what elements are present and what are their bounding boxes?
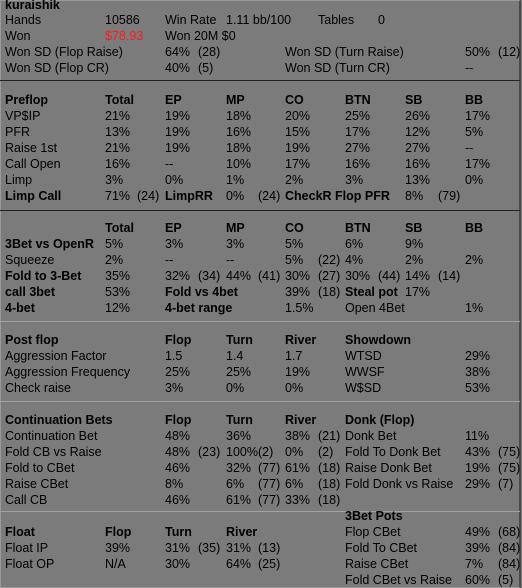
stat-value: 32%: [226, 461, 252, 475]
stat-value: 0%: [165, 173, 184, 187]
stat-value: 20%: [285, 109, 311, 123]
stat-value: 53%: [465, 381, 491, 395]
stat-value: 17%: [465, 157, 491, 171]
stat-value: 12%: [405, 125, 431, 139]
stat-value: --: [465, 141, 474, 155]
stat-value: 3%: [165, 381, 184, 395]
stat-value: 0%: [285, 381, 304, 395]
wsd-turn-cr-value: --: [465, 61, 474, 75]
col-co: CO: [285, 93, 304, 107]
stat-count: (25): [258, 557, 281, 571]
stat-label: Raise CBet: [5, 477, 69, 491]
stat-value: 19%: [165, 125, 191, 139]
stat-count: (35): [198, 541, 221, 555]
stat-label: Raise CBet: [345, 557, 409, 571]
stat-value: 48%: [165, 429, 191, 443]
stat-value: 16%: [405, 157, 431, 171]
stat-value: 3%: [345, 173, 364, 187]
won-value: $78.93: [105, 29, 144, 43]
stat-value: 30%: [165, 557, 191, 571]
col-co: CO: [285, 221, 304, 235]
stat-label: Continuation Bet: [5, 429, 98, 443]
stat-value: 36%: [226, 429, 252, 443]
stat-value: 39%: [105, 541, 131, 555]
stat-value: 60%: [465, 573, 491, 587]
stat-value: 46%: [165, 493, 191, 507]
stat-label: PFR: [5, 125, 30, 139]
stat-value: 2%: [105, 253, 124, 267]
wsd-flop-cr-label: Won SD (Flop CR): [5, 61, 109, 75]
stat-value: 25%: [226, 365, 252, 379]
stat-label: Check raise: [5, 381, 71, 395]
stat-value: 16%: [345, 157, 371, 171]
stat-count: (77): [258, 461, 281, 475]
tables-value: 0: [378, 13, 385, 27]
stat-value: 29%: [465, 349, 491, 363]
call-3bet-label: call 3bet: [5, 285, 56, 299]
stat-value: 1.4: [226, 349, 244, 363]
stat-count: (75): [498, 445, 521, 459]
stat-count: (7): [498, 477, 514, 491]
stat-value: 39%: [465, 541, 491, 555]
4bet-range-label: 4-bet range: [165, 301, 233, 315]
stat-value: 27%: [345, 141, 371, 155]
stat-value: 19%: [465, 461, 491, 475]
wsd-flop-cr-count: (5): [198, 61, 214, 75]
stat-label: Raise Donk Bet: [345, 461, 432, 475]
col-total: Total: [105, 93, 134, 107]
tables-label: Tables: [318, 13, 355, 27]
stat-value: 44%: [226, 269, 252, 283]
stat-label: Aggression Factor: [5, 349, 107, 363]
stat-count: (22): [318, 253, 341, 267]
stat-count: (44): [378, 269, 401, 283]
stat-label: Donk Bet: [345, 429, 397, 443]
wsd-flop-raise-count: (28): [198, 45, 221, 59]
stat-value: 12%: [105, 301, 131, 315]
stat-value: 19%: [285, 141, 311, 155]
stat-value: 33%: [285, 493, 311, 507]
stat-value: 17%: [405, 285, 431, 299]
stat-count: (84): [498, 557, 521, 571]
stat-value: 38%: [465, 365, 491, 379]
stat-value: 19%: [165, 141, 191, 155]
open-4bet-label: Open 4Bet: [345, 301, 405, 315]
fold-vs-4bet-label: Fold vs 4bet: [165, 285, 238, 299]
stat-count: (84): [498, 541, 521, 555]
divider: [0, 511, 520, 512]
won-label: Won: [5, 29, 31, 43]
col-mp: MP: [226, 221, 245, 235]
won-20m: Won 20M $0: [165, 29, 236, 43]
winrate-value: 1.11 bb/100: [226, 13, 292, 27]
stat-label: Fold To Donk Bet: [345, 445, 441, 459]
col-showdown: Showdown: [345, 333, 411, 347]
wsd-turn-raise-count: (12): [498, 45, 521, 59]
stat-value: 25%: [165, 365, 191, 379]
col-donk: Donk (Flop): [345, 413, 415, 427]
stat-value: 1.7: [285, 349, 303, 363]
stat-value: 0%: [226, 381, 245, 395]
stat-value: 3%: [105, 173, 124, 187]
stat-value: 11%: [465, 429, 490, 443]
stat-value: 1%: [465, 301, 484, 315]
col-flop: Flop: [105, 525, 132, 539]
fold-to-3bet-label: Fold to 3-Bet: [5, 269, 82, 283]
stat-value: 13%: [105, 125, 131, 139]
wsd-flop-raise-value: 64%: [165, 45, 191, 59]
limp-call-value: 71%: [105, 189, 131, 203]
stat-count: (13): [258, 541, 281, 555]
stat-label: Float IP: [5, 541, 49, 555]
stat-count: (23): [198, 445, 221, 459]
stat-value: 26%: [405, 109, 431, 123]
stat-value: 2%: [405, 253, 424, 267]
stat-value: N/A: [105, 557, 126, 571]
limp-call-count: (24): [137, 189, 160, 203]
stat-label: Call Open: [5, 157, 61, 171]
stat-label: WTSD: [345, 349, 382, 363]
stat-value: --: [226, 253, 235, 267]
col-bb: BB: [465, 93, 484, 107]
wsd-flop-cr-value: 40%: [165, 61, 191, 75]
cbets-header: Continuation Bets: [5, 413, 113, 427]
stat-value: 18%: [226, 141, 252, 155]
stat-label: Call CB: [5, 493, 48, 507]
col-bb: BB: [465, 221, 484, 235]
stat-count: (18): [318, 285, 341, 299]
stat-value: 49%: [465, 525, 491, 539]
stat-value: 16%: [105, 157, 131, 171]
col-sb: SB: [405, 93, 423, 107]
stat-value: 2%: [285, 173, 304, 187]
stat-value: 38%: [285, 429, 311, 443]
col-river: River: [226, 525, 258, 539]
stat-value: 1%: [226, 173, 245, 187]
stat-label: VP$IP: [5, 109, 41, 123]
stat-value: 0%: [285, 445, 304, 459]
stat-value: 6%: [345, 237, 364, 251]
stat-value: 27%: [405, 141, 431, 155]
col-ep: EP: [165, 93, 182, 107]
stat-value: 16%: [226, 125, 252, 139]
wsd-flop-raise-label: Won SD (Flop Raise): [5, 45, 123, 59]
stat-count: (75): [498, 461, 521, 475]
col-turn: Turn: [226, 413, 253, 427]
stat-count: (34): [198, 269, 221, 283]
divider: [0, 80, 520, 81]
stat-value: 31%: [165, 541, 191, 555]
stat-value: 15%: [285, 125, 311, 139]
stat-value: 46%: [165, 461, 191, 475]
stat-label: Fold CBet vs Raise: [345, 573, 452, 587]
stat-label: Aggression Frequency: [5, 365, 131, 379]
4bet-label: 4-bet: [5, 301, 35, 315]
stat-value: 39%: [285, 285, 311, 299]
stat-value: 1.5: [165, 349, 183, 363]
col-flop: Flop: [165, 413, 192, 427]
stat-value: 5%: [465, 125, 484, 139]
squeeze-label: Squeeze: [5, 253, 55, 267]
col-btn: BTN: [345, 221, 371, 235]
stat-value: 3%: [165, 237, 184, 251]
stat-label: Fold Donk vs Raise: [345, 477, 454, 491]
stat-value: 2%: [465, 253, 484, 267]
stat-count: (77): [258, 493, 281, 507]
stat-value: 53%: [105, 285, 131, 299]
col-sb: SB: [405, 221, 423, 235]
limp-call-label: Limp Call: [5, 189, 62, 203]
hands-label: Hands: [5, 13, 42, 27]
divider: [0, 321, 520, 322]
stat-count: (68): [498, 525, 521, 539]
stat-value: 3%: [226, 237, 245, 251]
stat-count: (5): [498, 573, 514, 587]
stat-value: --: [165, 253, 174, 267]
stat-value: 18%: [226, 109, 252, 123]
stat-label: WWSF: [345, 365, 385, 379]
stat-value: 48%: [165, 445, 191, 459]
stat-count: (41): [258, 269, 281, 283]
wsd-turn-cr-label: Won SD (Turn CR): [285, 61, 390, 75]
col-turn: Turn: [165, 525, 192, 539]
stat-count: (18): [318, 461, 341, 475]
player-name: kuraishik: [5, 0, 60, 12]
stat-value: 6%: [226, 477, 245, 491]
stat-value: --: [165, 157, 174, 171]
preflop-header: Preflop: [5, 93, 49, 107]
stat-value: 61%: [226, 493, 252, 507]
stat-value: 17%: [345, 125, 371, 139]
stat-count: (2): [318, 445, 334, 459]
checkr-count: (79): [438, 189, 461, 203]
col-turn: Turn: [226, 333, 253, 347]
stat-value: 8%: [165, 477, 184, 491]
stat-value: 5%: [285, 237, 304, 251]
divider: [0, 210, 520, 211]
stat-value: 17%: [465, 109, 491, 123]
col-flop: Flop: [165, 333, 192, 347]
stat-value: 17%: [285, 157, 311, 171]
stat-label: Fold to CBet: [5, 461, 75, 475]
stat-label: Fold CB vs Raise: [5, 445, 102, 459]
stat-label: W$SD: [345, 381, 382, 395]
limprr-count: (24): [258, 189, 281, 203]
wsd-turn-raise-label: Won SD (Turn Raise): [285, 45, 404, 59]
stat-value: 30%: [285, 269, 311, 283]
stat-label: Raise 1st: [5, 141, 58, 155]
limprr-value: 0%: [226, 189, 245, 203]
stat-value: 31%: [226, 541, 252, 555]
stat-label: Fold To CBet: [345, 541, 418, 555]
checkr-label: CheckR Flop PFR: [285, 189, 390, 203]
stat-count: (21): [318, 429, 341, 443]
stat-value: 4%: [345, 253, 364, 267]
stat-value: 32%: [165, 269, 191, 283]
stat-label: Float OP: [5, 557, 55, 571]
hands-value: 10586: [105, 13, 140, 27]
col-mp: MP: [226, 93, 245, 107]
stat-count: (27): [318, 269, 341, 283]
stat-value: 10%: [226, 157, 252, 171]
stat-value: 6%: [285, 477, 304, 491]
divider: [0, 401, 520, 402]
stat-label: Flop CBet: [345, 525, 401, 539]
stat-value: 61%: [285, 461, 311, 475]
steal-pot-label: Steal pot: [345, 285, 398, 299]
postflop-header: Post flop: [5, 333, 59, 347]
stat-value: 5%: [105, 237, 124, 251]
wsd-turn-raise-value: 50%: [465, 45, 491, 59]
stat-count: (18): [318, 477, 341, 491]
stat-label: Limp: [5, 173, 33, 187]
stat-value: 25%: [345, 109, 371, 123]
col-ep: EP: [165, 221, 182, 235]
stat-value: 30%: [345, 269, 371, 283]
stat-value: 64%: [226, 557, 252, 571]
stat-value: 100%(2): [226, 445, 274, 459]
3bet-pots-header: 3Bet Pots: [345, 509, 403, 523]
stat-value: 14%: [405, 269, 431, 283]
stat-value: 0%: [465, 173, 484, 187]
stat-count: (18): [318, 493, 341, 507]
stat-value: 35%: [105, 269, 131, 283]
stat-value: 5%: [285, 253, 304, 267]
stat-value: 1.5%: [285, 301, 314, 315]
stat-count: (77): [258, 477, 281, 491]
checkr-value: 8%: [405, 189, 424, 203]
stat-value: 13%: [405, 173, 431, 187]
stat-value: 9%: [405, 237, 424, 251]
stat-count: (14): [438, 269, 461, 283]
stat-value: 21%: [105, 109, 131, 123]
float-header: Float: [5, 525, 35, 539]
stat-value: 43%: [465, 445, 491, 459]
3bet-vs-openr-label: 3Bet vs OpenR: [5, 237, 94, 251]
stat-value: 19%: [285, 365, 311, 379]
limprr-label: LimpRR: [165, 189, 213, 203]
col-btn: BTN: [345, 93, 371, 107]
winrate-label: Win Rate: [165, 13, 217, 27]
stat-value: 7%: [465, 557, 484, 571]
stat-value: 29%: [465, 477, 491, 491]
col-river: River: [285, 413, 317, 427]
stat-value: 21%: [105, 141, 131, 155]
stat-value: 19%: [165, 109, 191, 123]
col-total: Total: [105, 221, 134, 235]
col-river: River: [285, 333, 317, 347]
